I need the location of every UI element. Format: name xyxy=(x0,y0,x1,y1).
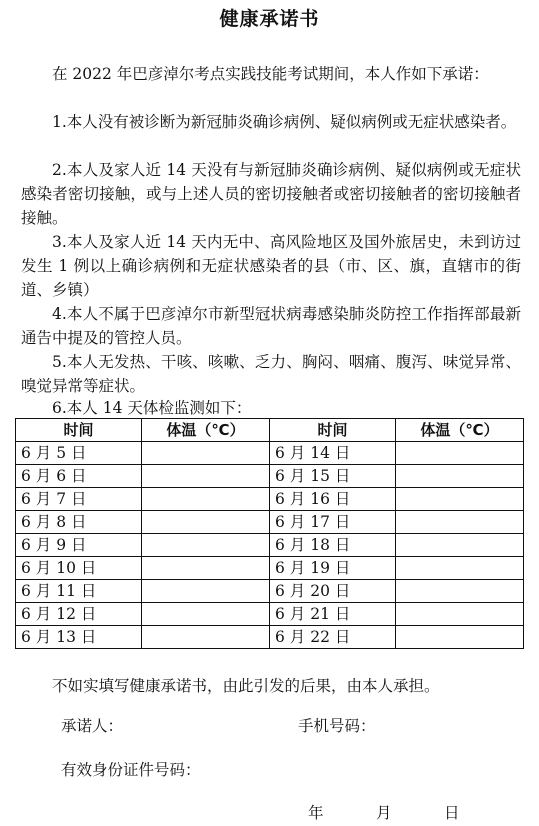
date-cell: 6 月 10 日 xyxy=(16,557,142,580)
temperature-cell[interactable] xyxy=(396,511,524,534)
temperature-cell[interactable] xyxy=(396,626,524,649)
closing-statement: 不如实填写健康承诺书，由此引发的后果，由本人承担。 xyxy=(52,677,440,695)
temperature-cell[interactable] xyxy=(396,442,524,465)
temperature-table xyxy=(15,418,524,649)
date-cell: 6 月 14 日 xyxy=(270,442,396,465)
date-cell: 6 月 7 日 xyxy=(16,488,142,511)
temperature-cell[interactable] xyxy=(396,488,524,511)
table-row xyxy=(16,580,524,603)
temperature-cell[interactable] xyxy=(142,626,270,649)
document-title: 健康承诺书 xyxy=(219,8,320,30)
date-cell: 6 月 21 日 xyxy=(270,603,396,626)
temperature-cell[interactable] xyxy=(396,603,524,626)
commitment-item-6: 6.本人 14 天体检监测如下： xyxy=(52,399,252,417)
date-cell: 6 月 15 日 xyxy=(270,465,396,488)
commitment-item-1: 1.本人没有被诊断为新冠肺炎确诊病例、疑似病例或无症状感染者。 xyxy=(52,113,517,131)
temperature-cell[interactable] xyxy=(142,511,270,534)
date-cell: 6 月 22 日 xyxy=(270,626,396,649)
temperature-cell[interactable] xyxy=(396,534,524,557)
header-temp-1: 体温（℃） xyxy=(142,419,270,442)
id-number-label: 有效身份证件号码： xyxy=(61,761,201,779)
month-label: 月 xyxy=(376,804,392,822)
day-label: 日 xyxy=(444,804,460,822)
table-row xyxy=(16,626,524,649)
date-cell: 6 月 19 日 xyxy=(270,557,396,580)
table-header-row xyxy=(16,419,524,442)
temperature-cell[interactable] xyxy=(396,580,524,603)
header-temp-2: 体温（℃） xyxy=(396,419,524,442)
table-row xyxy=(16,603,524,626)
commitment-item-3: 3.本人及家人近 14 天内无中、高风险地区及国外旅居史，未到访过发生 1 例以上确诊病例和无症状感染者的县（市、区、旗，直辖市的街道、乡镇） xyxy=(21,233,521,299)
temperature-cell[interactable] xyxy=(142,580,270,603)
table-row xyxy=(16,442,524,465)
date-cell: 6 月 13 日 xyxy=(16,626,142,649)
header-date-2: 时间 xyxy=(270,419,396,442)
table-row xyxy=(16,488,524,511)
date-cell: 6 月 11 日 xyxy=(16,580,142,603)
table-row xyxy=(16,465,524,488)
year-label: 年 xyxy=(308,804,324,822)
date-cell: 6 月 6 日 xyxy=(16,465,142,488)
table-row xyxy=(16,557,524,580)
temperature-cell[interactable] xyxy=(142,534,270,557)
date-cell: 6 月 12 日 xyxy=(16,603,142,626)
temperature-cell[interactable] xyxy=(142,557,270,580)
date-cell: 6 月 9 日 xyxy=(16,534,142,557)
header-date-1: 时间 xyxy=(16,419,142,442)
temperature-cell[interactable] xyxy=(396,557,524,580)
temperature-cell[interactable] xyxy=(142,465,270,488)
commitment-item-4: 4.本人不属于巴彦淖尔市新型冠状病毒感染肺炎防控工作指挥部最新通告中提及的管控人员。 xyxy=(21,305,521,347)
date-cell: 6 月 16 日 xyxy=(270,488,396,511)
intro-paragraph: 在 2022 年巴彦淖尔考点实践技能考试期间，本人作如下承诺： xyxy=(52,65,489,83)
temperature-cell[interactable] xyxy=(142,603,270,626)
date-cell: 6 月 17 日 xyxy=(270,511,396,534)
table-row xyxy=(16,534,524,557)
date-cell: 6 月 5 日 xyxy=(16,442,142,465)
temperature-cell[interactable] xyxy=(142,442,270,465)
temperature-cell[interactable] xyxy=(396,465,524,488)
temperature-cell[interactable] xyxy=(142,488,270,511)
table-row xyxy=(16,511,524,534)
phone-label: 手机号码： xyxy=(298,717,376,735)
date-cell: 6 月 20 日 xyxy=(270,580,396,603)
date-cell: 6 月 18 日 xyxy=(270,534,396,557)
date-cell: 6 月 8 日 xyxy=(16,511,142,534)
commitment-item-2: 2.本人及家人近 14 天没有与新冠肺炎确诊病例、疑似病例或无症状感染者密切接触，或与上述人员的密切接触者或密切接触者的密切接触者接触。 xyxy=(21,161,521,227)
promisor-label: 承诺人： xyxy=(61,717,124,735)
commitment-item-5: 5.本人无发热、干咳、咳嗽、乏力、胸闷、咽痛、腹泻、味觉异常、嗅觉异常等症状。 xyxy=(21,353,521,395)
